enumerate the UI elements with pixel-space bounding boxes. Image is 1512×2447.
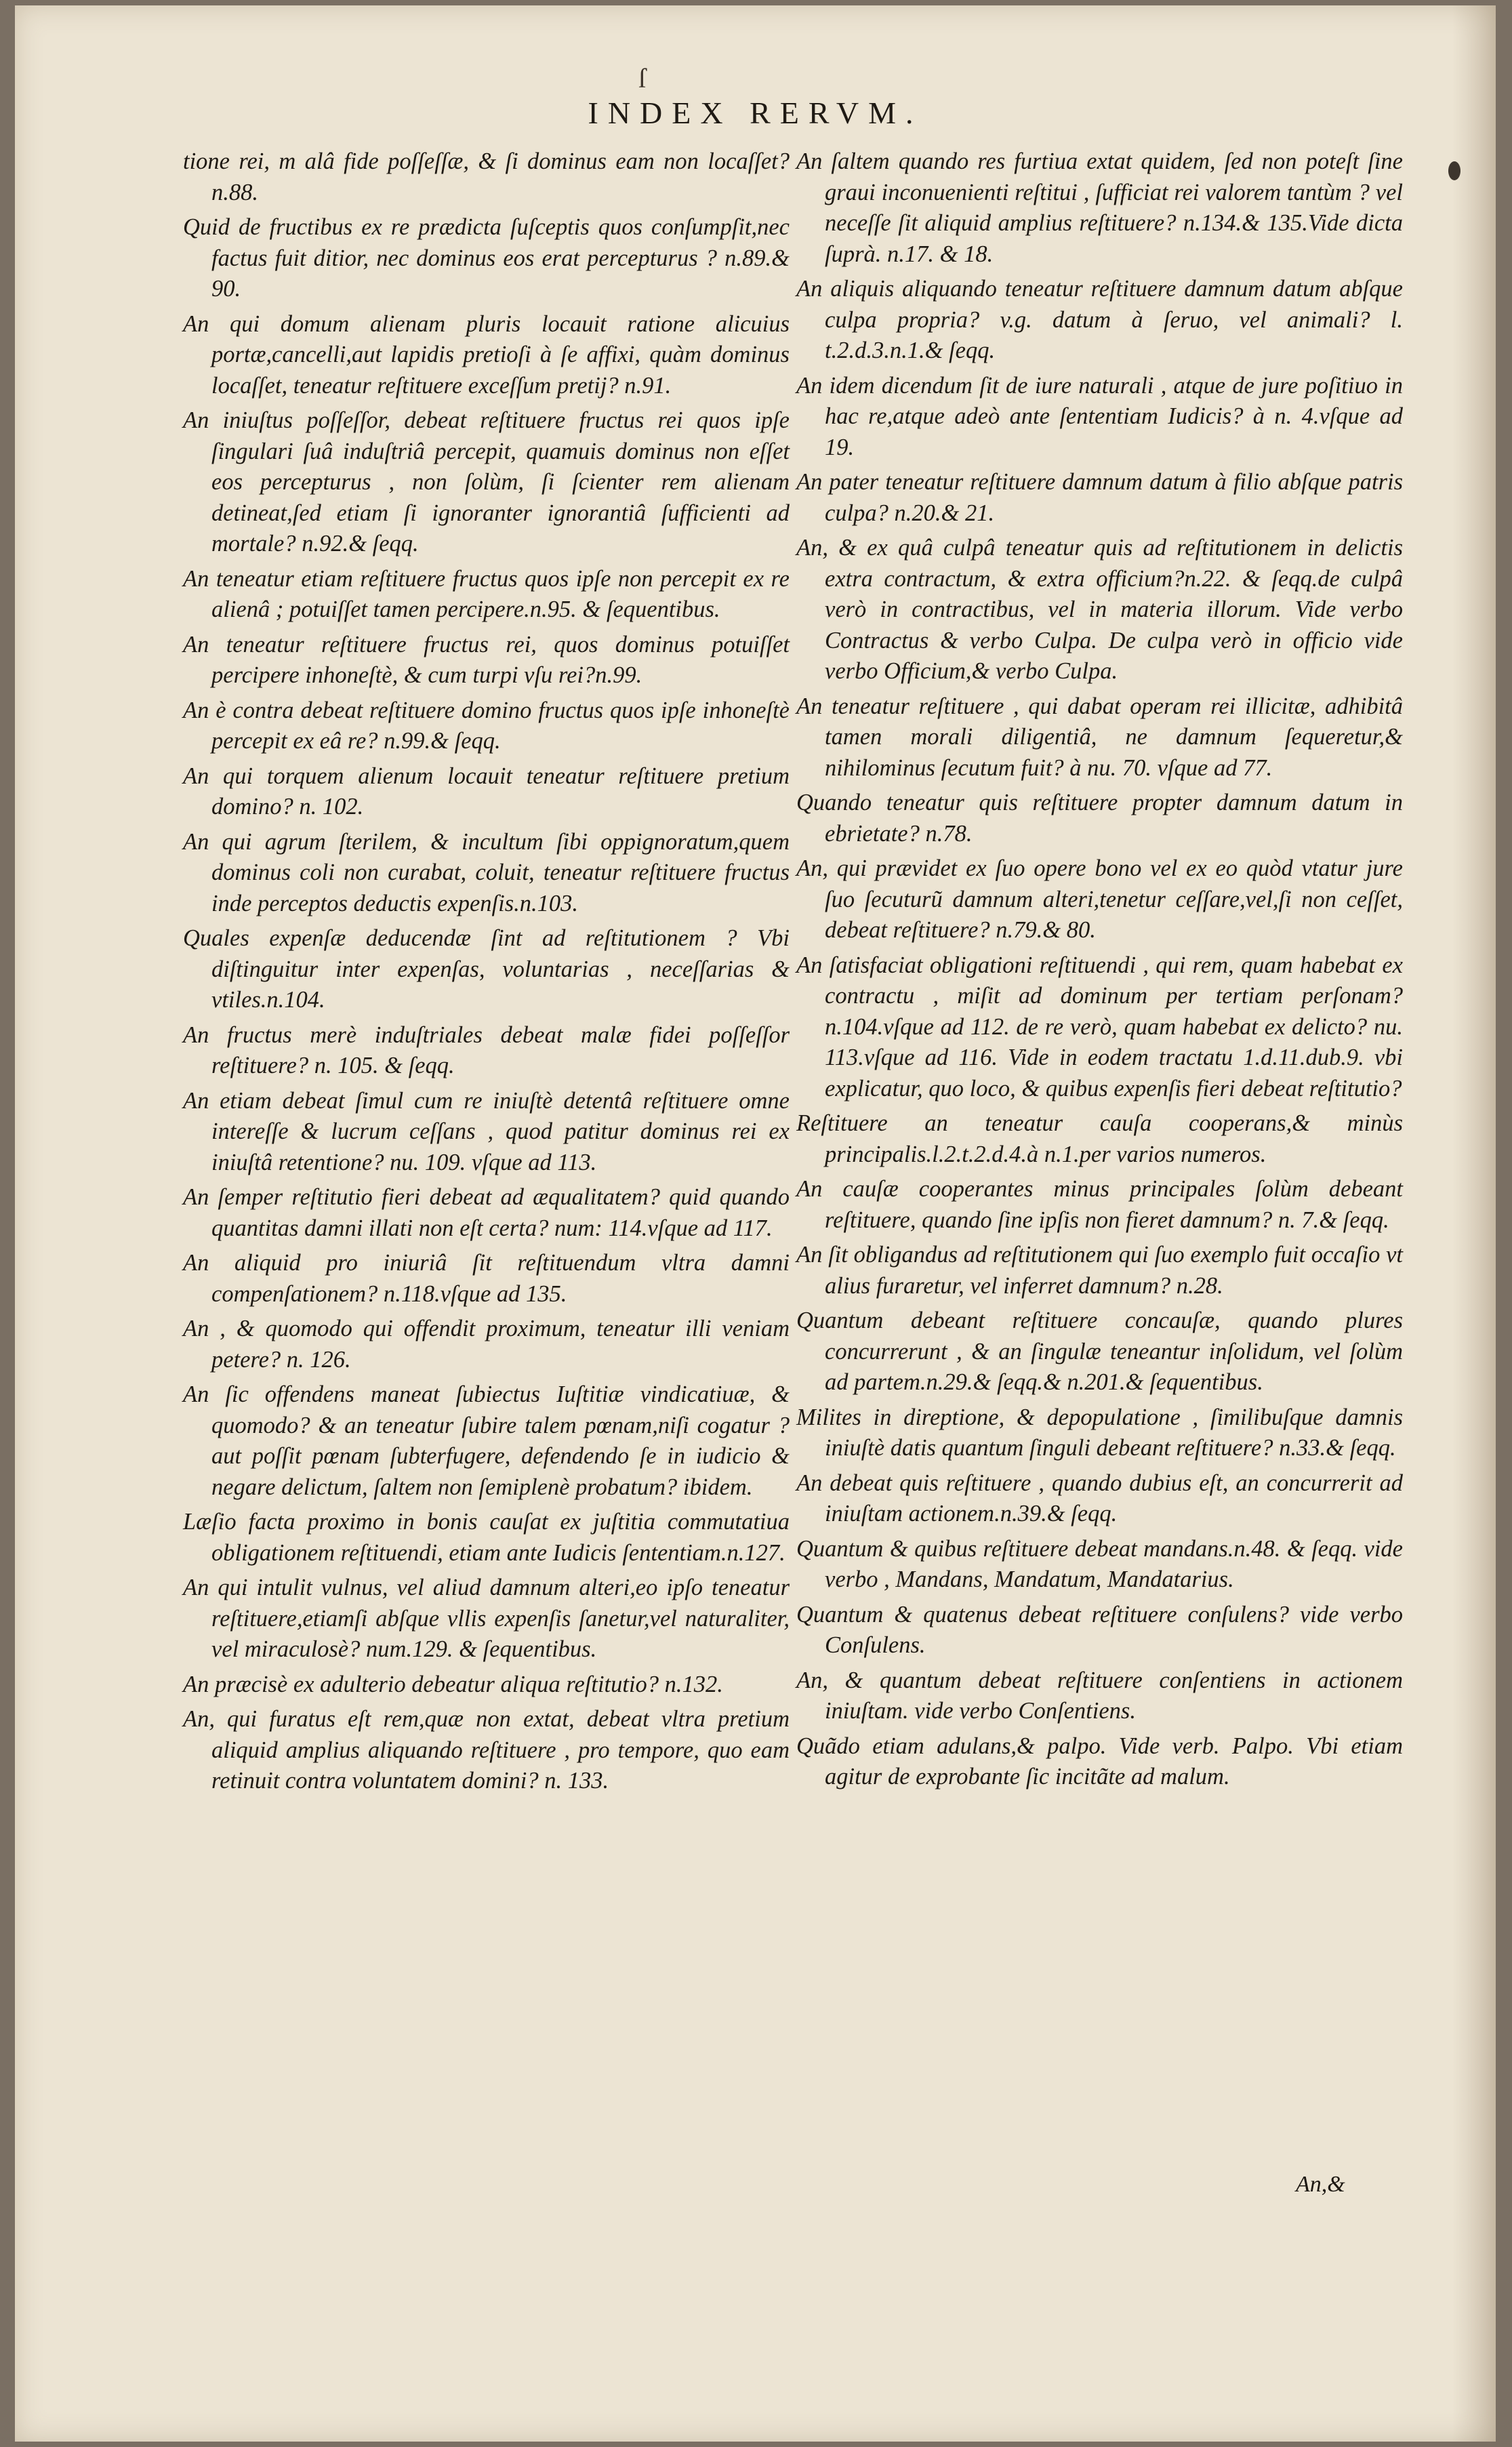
index-entry: Quãdo etiam adulans,& palpo. Vide verb. Palpo. Vbi etiam agitur de exprobante ſic incitãte ad malum. [796,1733,1403,1789]
index-entry: An iniuſtus poſſeſſor, debeat reſtituere fructus rei quos ipſe ſingulari ſuâ induſtriâ percepit, quamuis dominus non eſſet eos percepturus , non ſolùm, ſi ſcienter rem alienam detineat,ſed etiam ſi ignoranter ignorantiâ ſufficienti ad mortale? n.92.& ſeqq. [183,407,790,557]
index-entry: An etiam debeat ſimul cum re iniuſtè detentâ reſtituere omne intereſſe & lucrum ceſſans , quod patitur dominus rei ex iniuſtâ retentione? nu. 109. vſque ad 113. [183,1087,790,1175]
index-entry: An ſit obligandus ad reſtitutionem qui ſuo exemplo fuit occaſio vt alius furaretur, vel inferret damnum? n.28. [796,1242,1403,1299]
index-entry: An teneatur reſtituere fructus rei, quos dominus potuiſſet percipere inhoneſtè, & cum turpi vſu rei?n.99. [183,631,790,688]
index-entry: Quantum & quatenus debeat reſtituere conſulens? vide verbo Conſulens. [796,1601,1403,1658]
index-entry: An teneatur reſtituere , qui dabat operam rei illicitæ, adhibitâ tamen morali diligentiâ, ne damnum ſequeretur,& nihilominus ſecutum fuit? à nu. 70. vſque ad 77. [796,693,1403,781]
page-edge-shadow [1452,5,1496,2442]
binding-hole [1448,161,1460,180]
index-entry: An è contra debeat reſtituere domino fructus quos ipſe inhoneſtè percepit ex eâ re? n.99.& ſeqq. [183,697,790,754]
index-entry: An idem dicendum ſit de iure naturali , atque de jure poſitiuo in hac re,atque adeò ante ſententiam Iudicis? à n. 4.vſque ad 19. [796,372,1403,460]
index-entry: An, & ex quâ culpâ teneatur quis ad reſtitutionem in delictis extra contractum, & extra officium?n.22. & ſeqq.de culpâ verò in contractibus, vel in materia illorum. Vide verbo Contractus & verbo Culpa. De culpa verò in officio vide verbo Officium,& verbo Culpa. [796,535,1403,684]
index-entry: An præcisè ex adulterio debeatur aliqua reſtitutio? n.132. [183,1671,723,1697]
index-entry: Quid de fructibus ex re prædicta ſuſceptis quos conſumpſit,nec factus fuit ditior, nec dominus eos erat percepturus ? n.89.& 90. [183,214,790,302]
index-entry: An cauſæ cooperantes minus principales ſolùm debeant reſtituere, quando ſine ipſis non fieret damnum? n. 7.& ſeqq. [796,1176,1403,1233]
index-entry: An qui intulit vulnus, vel aliud damnum alteri,eo ipſo teneatur reſtituere,etiamſi abſque vllis expenſis ſanetur,vel naturaliter, vel miraculosè? num.129. & ſequentibus. [183,1575,790,1662]
index-entry: Quales expenſæ deducendæ ſint ad reſtitutionem ? Vbi diſtinguitur inter expenſas, voluntarias , neceſſarias & vtiles.n.104. [183,925,790,1013]
index-entry: An, & quantum debeat reſtituere conſentiens in actionem iniuſtam. vide verbo Conſentiens. [796,1667,1403,1724]
index-entry: Quantum debeant reſtituere concauſæ, quando plures concurrerunt , & an ſingulæ teneantur inſolidum, vel ſolùm ad partem.n.29.& ſeqq.& n.201.& ſequentibus. [796,1308,1403,1395]
index-entry: Reſtituere an teneatur cauſa cooperans,& minùs principalis.l.2.t.2.d.4.à n.1.per varios numeros. [796,1110,1403,1167]
index-entry: An aliquis aliquando teneatur reſtituere damnum datum abſque culpa propria? v.g. datum à ſeruo, vel animali? l. t.2.d.3.n.1.& ſeqq. [796,276,1403,363]
right-column [796,146,1403,1797]
index-entry: An debeat quis reſtituere , quando dubius eſt, an concurrerit ad iniuſtam actionem.n.39.& ſeqq. [796,1470,1403,1526]
index-entry: An ſemper reſtitutio fieri debeat ad æqualitatem? quid quando quantitas damni illati non eſt certa? num: 114.vſque ad 117. [183,1184,790,1241]
index-entry: An fructus merè induſtriales debeat malæ fidei poſſeſſor reſtituere? n. 105. & ſeqq. [183,1022,790,1078]
index-title: INDEX RERVM. [588,96,923,130]
index-entry: An ſaltem quando res furtiua extat quidem, ſed non poteſt ſine graui inconuenienti reſtitui , ſufficiat rei valorem tantùm ? vel neceſſe ſit aliquid amplius reſtituere? n.134.& 135.Vide dicta ſuprà. n.17. & 18. [796,148,1403,267]
index-entry: Quantum & quibus reſtituere debeat mandans.n.48. & ſeqq. vide verbo , Mandans, Mandatum, Mandatarius. [796,1535,1403,1592]
index-entry: An qui domum alienam pluris locauit ratione alicuius portæ,cancelli,aut lapidis pretioſi à ſe affixi, quàm dominus locaſſet, teneatur reſtituere exceſſum pretij? n.91. [183,310,790,399]
index-entry: An ſatisfaciat obligationi reſtituendi , qui rem, quam habebat ex contractu , miſit ad dominum per tertiam perſonam? n.104.vſque ad 112. de re verò, quam habebat ex delicto? nu. 113.vſque ad 116. Vide in eodem tractatu 1.d.11.dub.9. vbi explicatur, quo loco, & quibus expenſis fieri debeat reſtitutio? [796,952,1403,1101]
index-entry: An , & quomodo qui offendit proximum, teneatur illi veniam petere? n. 126. [183,1316,790,1373]
index-entry: An qui agrum ſterilem, & incultum ſibi oppignoratum,quem dominus coli non curabat, coluit, teneatur reſtituere fructus inde perceptos deductis expenſis.n.103. [183,828,790,916]
running-header [15,63,1496,131]
index-entry: Læſio facta proximo in bonis cauſat ex juſtitia commutatiua obligationem reſtituendi, etiam ante Iudicis ſententiam.n.127. [183,1509,790,1566]
index-entry: An pater teneatur reſtituere damnum datum à filio abſque patris culpa? n.20.& 21. [796,469,1403,526]
document-page [15,5,1496,2442]
index-entry: tione rei, m alâ fide poſſeſſæ, & ſi dominus eam non locaſſet? n.88. [183,148,790,205]
index-entry: An teneatur etiam reſtituere fructus quos ipſe non percepit ex re alienâ ; potuiſſet tamen percipere.n.95. & ſequentibus. [183,565,790,622]
index-entry: An aliquid pro iniuriâ ſit reſtituendum vltra damni compenſationem? n.118.vſque ad 135. [183,1250,790,1307]
index-entry: An, qui furatus eſt rem,quæ non extat, debeat vltra pretium aliquid amplius aliquando reſtituere , pro tempore, quo eam retinuit contra voluntatem domini? n. 133. [183,1706,790,1794]
index-entry: Quando teneatur quis reſtituere propter damnum datum in ebrietate? n.78. [796,790,1403,847]
signature-mark: ſ [638,63,647,94]
index-entry: An qui torquem alienum locauit teneatur reſtituere pretium domino? n. 102. [183,763,790,820]
catchword: An,& [1296,2172,1345,2197]
index-entry: Milites in direptione, & depopulatione , ſimilibuſque damnis iniuſtè datis quantum ſinguli debeant reſtituere? n.33.& ſeqq. [796,1404,1403,1461]
index-entry: An ſic offendens maneat ſubiectus Iuſtitiæ vindicatiuæ, & quomodo? & an teneatur ſubire talem pœnam,niſi cogatur ? aut poſſit pœnam ſubterfugere, defendendo ſe in iudicio & negare delictum, ſaltem non ſemiplenè probatum? ibidem. [183,1381,790,1500]
index-entry: An, qui prævidet ex ſuo opere bono vel ex eo quòd vtatur jure ſuo ſecuturũ damnum alteri,tenetur ceſſare,vel,ſi non ceſſet, debeat reſtituere? n.79.& 80. [796,855,1403,943]
left-column [183,146,790,1801]
